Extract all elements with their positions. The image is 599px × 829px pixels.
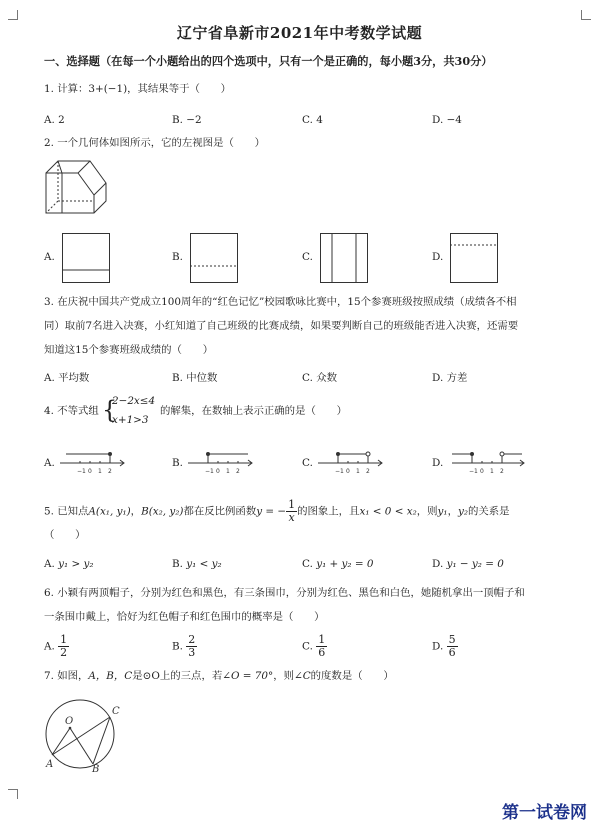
crop-mark-top-left [8,10,18,20]
label-b: B [92,764,100,775]
q3-option-c: C. 众数 [302,372,337,384]
q7-circle-figure [40,696,130,775]
crop-mark-top-right [581,10,591,20]
tick-label-neg1: −1 [205,468,214,475]
tick-label-2: 2 [108,468,112,475]
tick-label-1: 1 [98,468,102,475]
q1-option-a: A. 2 [44,114,65,126]
q2-view-b [190,233,238,283]
q6-option-c: C. $\frac{1}{6}$ [302,633,326,659]
tick-label-0: 0 [480,468,484,475]
section-header: 一、选择题（在每一个小题给出的四个选项中，只有一个是正确的，每小题3分，共30分） [44,54,493,68]
q5-option-c: C. y₁ + y₂ = 0 [302,558,374,570]
crop-mark-bottom-left [8,789,18,799]
q4-number-line-b [186,448,256,478]
question-5-stem: 5. 已知点A(x₁, y₁)，B(x₂, y₂)都在反比例函数y = − $\frac{1}{x}$ 的图象上，且x₁ < 0 < x₂，则y₁，y₂的关系是 [44,498,510,524]
q4-option-a-label: A. [44,457,55,469]
tick-label-1: 1 [356,468,360,475]
tick-label-neg1: −1 [335,468,344,475]
q2-view-d [450,233,498,283]
question-4-stem-prefix: 4. 不等式组 [44,405,99,417]
q1-option-d: D. −4 [432,114,462,126]
tick-label-2: 2 [236,468,240,475]
q6-option-b: B. $\frac{2}{3}$ [172,633,196,659]
tick-label-1: 1 [490,468,494,475]
tick-label-neg1: −1 [469,468,478,475]
q4-number-line-c [316,448,386,478]
label-a: A [46,759,54,770]
q5-option-d: D. y₁ − y₂ = 0 [432,558,504,570]
question-5-stem-line-2: （ ） [44,529,86,541]
q2-option-a-label: A. [44,251,55,263]
q4-option-c-label: C. [302,457,313,469]
question-6-stem-line-2: 一条围巾戴上，恰好为红色帽子和红色围巾的概率是（ ） [44,611,325,623]
q4-brace: { [102,396,118,424]
q4-number-line-d [450,448,530,478]
q6-option-a: A. $\frac{1}{2}$ [44,633,68,659]
question-3-stem-line-1: 3. 在庆祝中国共产党成立100周年的“红色记忆”校园歌咏比赛中，15个参赛班级按照成绩（成绩各不相 [44,296,517,308]
question-3-stem-line-2: 同）取前7名进入决赛，小红知道了自己班级的比赛成绩，如果要判断自己的班级能否进入决赛，还需要 [44,320,519,332]
q3-option-a: A. 平均数 [44,372,90,384]
q4-system-line-2: x+1>3 [112,414,149,426]
question-3-stem-line-3: 知道这15个参赛班级成绩的（ ） [44,344,214,356]
q1-option-b: B. −2 [172,114,202,126]
q3-option-d: D. 方差 [432,372,468,384]
question-4-stem-suffix: 的解集，在数轴上表示正确的是（ ） [160,405,348,417]
q1-option-c: C. 4 [302,114,323,126]
tick-label-1: 1 [226,468,230,475]
q3-option-b: B. 中位数 [172,372,218,384]
page-title: 辽宁省阜新市2021年中考数学试题 [176,24,423,42]
q2-option-c-label: C. [302,251,313,263]
tick-label-0: 0 [216,468,220,475]
question-7-stem: 7. 如图，A，B，C是⊙O上的三点，若∠O = 70°，则∠C的度数是（ ） [44,670,394,682]
tick-label-2: 2 [366,468,370,475]
q4-option-d-label: D. [432,457,444,469]
q5-option-a: A. y₁ > y₂ [44,558,94,570]
q4-option-b-label: B. [172,457,183,469]
q4-number-line-a [58,448,128,478]
q2-option-d-label: D. [432,251,444,263]
label-c: C [112,706,120,717]
q5-fraction: $\frac{1}{x}$ [288,498,296,524]
q2-view-a [62,233,110,283]
tick-label-2: 2 [500,468,504,475]
tick-label-neg1: −1 [77,468,86,475]
q6-option-d: D. $\frac{5}{6}$ [432,633,456,659]
q5-option-b: B. y₁ < y₂ [172,558,222,570]
q2-option-b-label: B. [172,251,183,263]
label-o: O [65,716,74,727]
tick-label-0: 0 [346,468,350,475]
watermark-logo: 第一试卷网 [502,803,587,823]
tick-label-0: 0 [88,468,92,475]
q2-solid-figure [44,155,110,217]
q2-view-c [320,233,368,283]
q4-system-line-1: 2−2x≤4 [112,395,156,407]
question-2-stem: 2. 一个几何体如图所示，它的左视图是（ ） [44,137,266,149]
question-1-stem: 1. 计算：3+(−1)，其结果等于（ ） [44,83,232,95]
question-6-stem-line-1: 6. 小颖有两顶帽子，分别为红色和黑色，有三条围巾，分别为红色、黑色和白色，她随机拿出一顶帽子和 [44,587,525,599]
